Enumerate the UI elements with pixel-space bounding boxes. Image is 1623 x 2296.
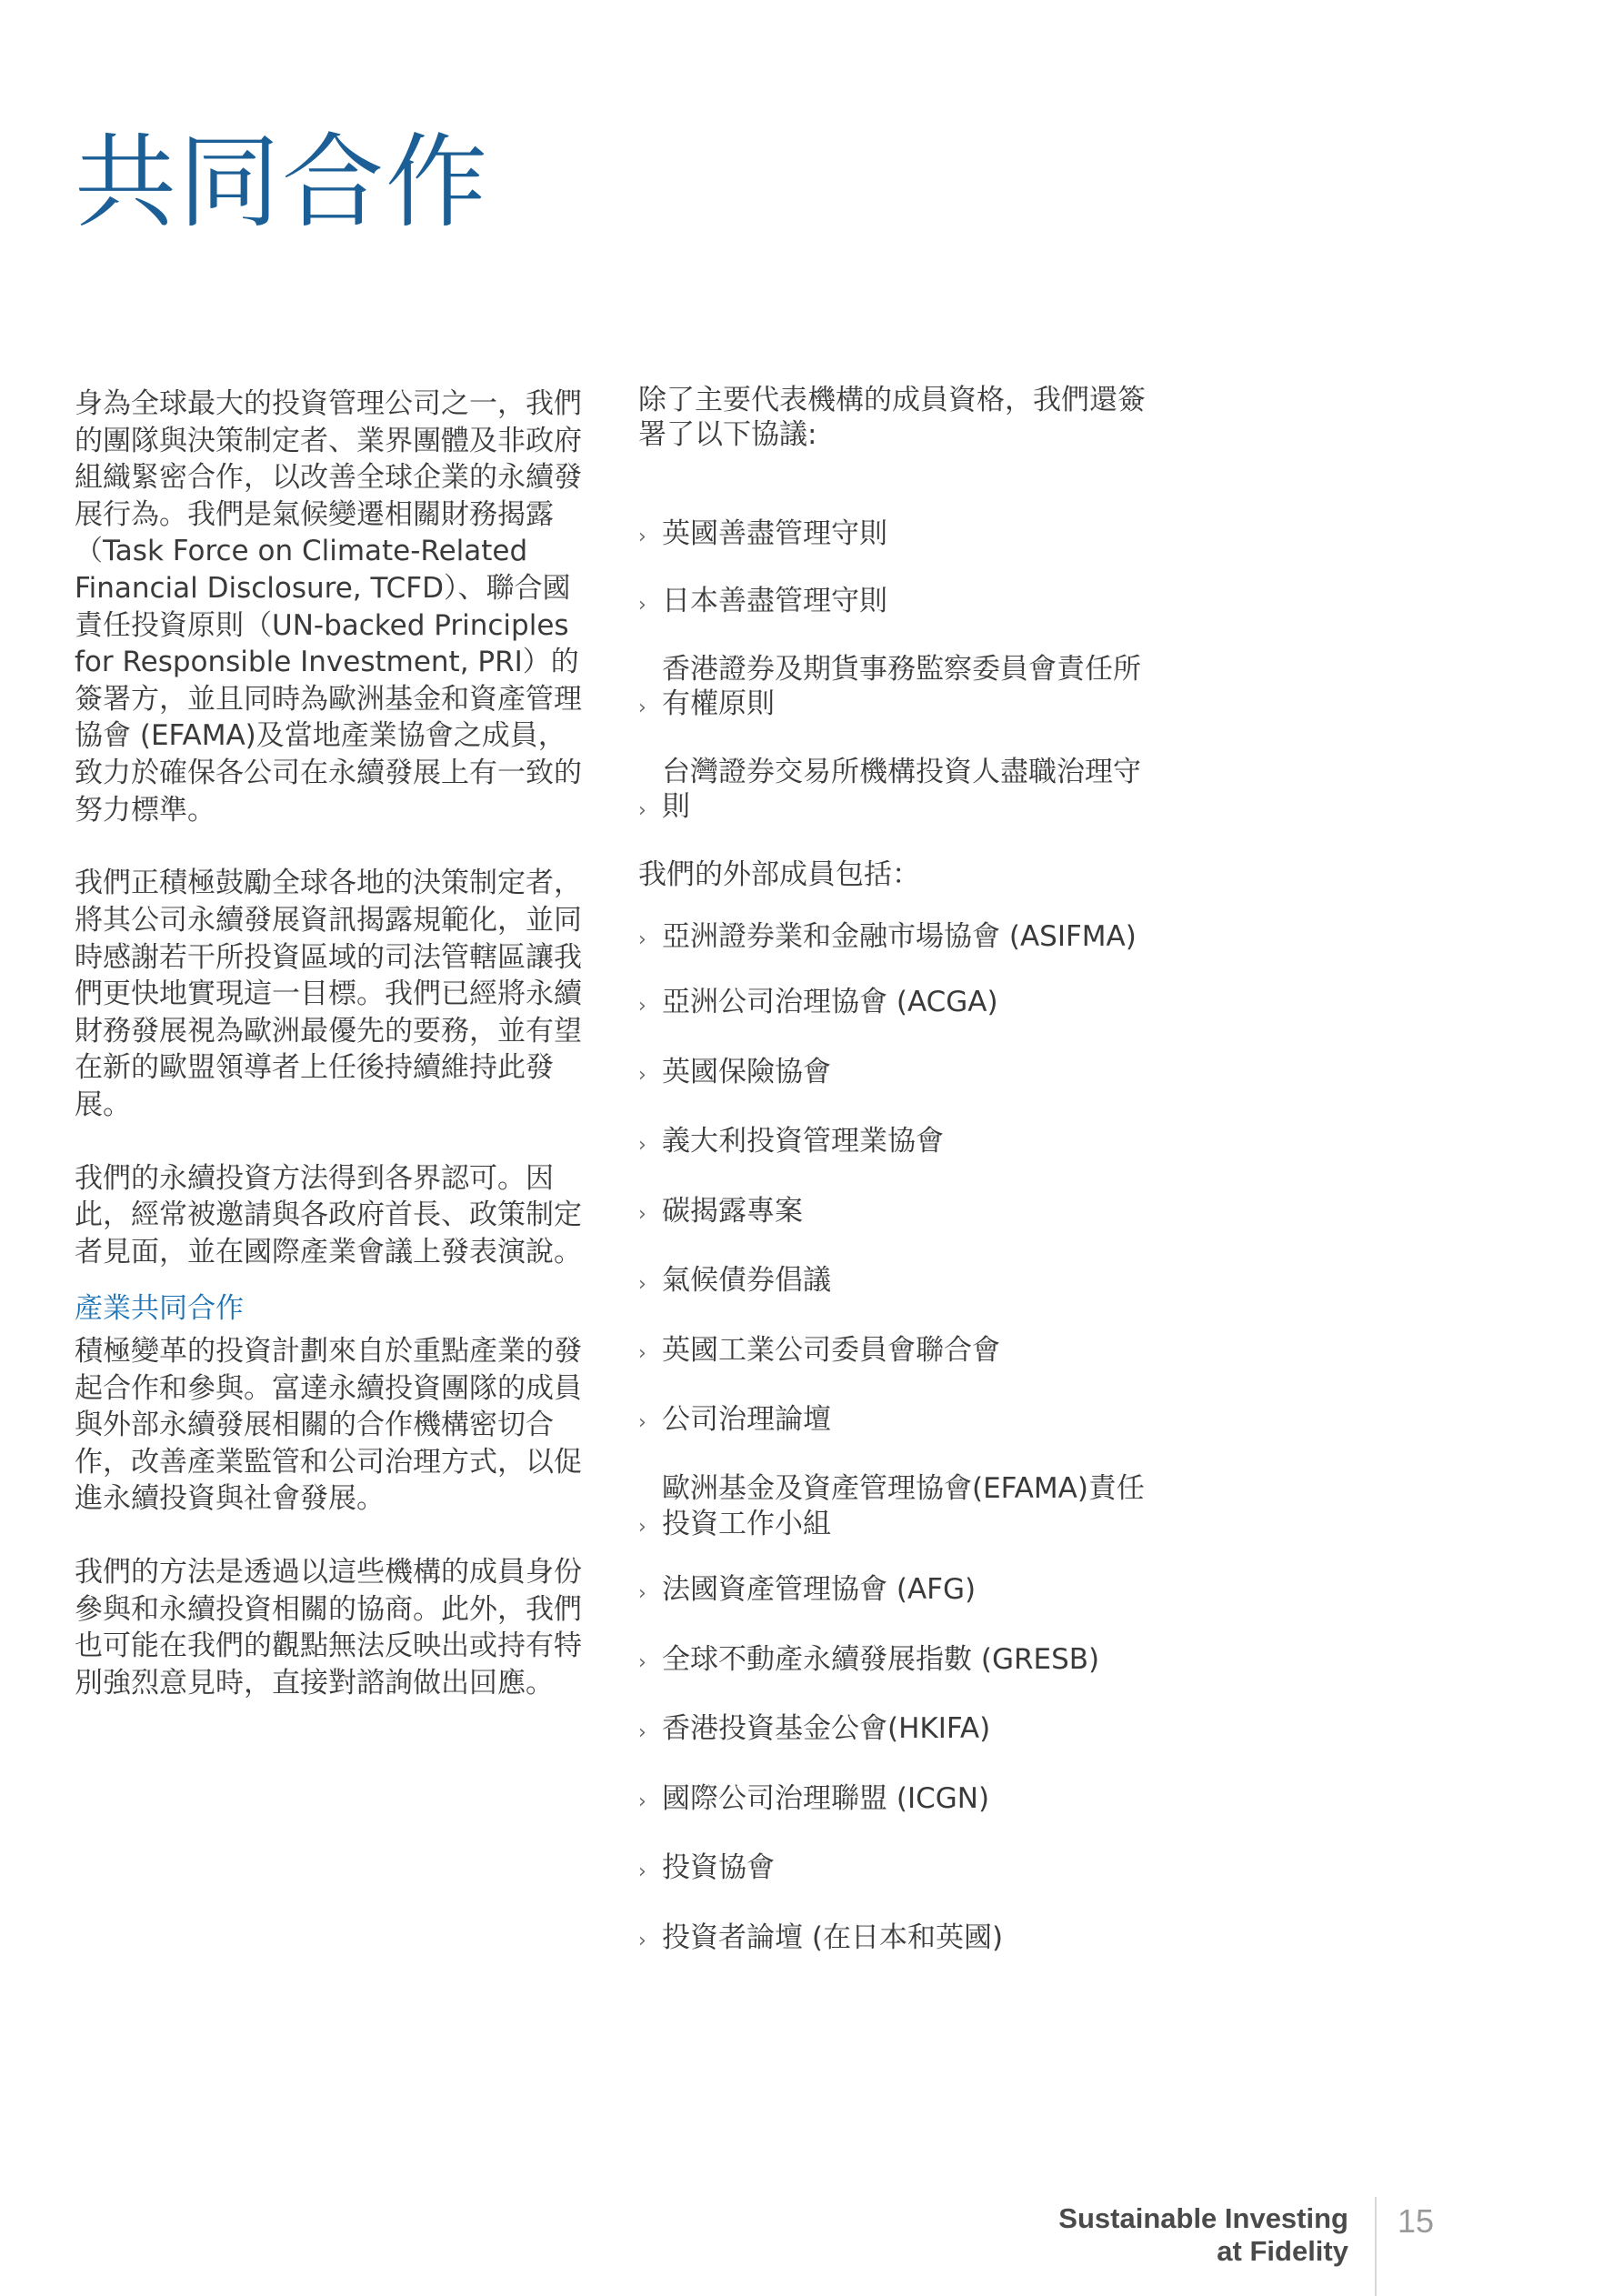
list-item: › 亞洲公司治理協會 (ACGA) bbox=[638, 986, 998, 1019]
section-heading-industry-collaboration: 產業共同合作 bbox=[75, 1292, 244, 1326]
chevron-right-icon: › bbox=[638, 1411, 646, 1435]
list-item: › 法國資產管理協會 (AFG) bbox=[638, 1573, 977, 1607]
chevron-right-icon: › bbox=[638, 1516, 646, 1539]
chevron-right-icon: › bbox=[638, 1860, 646, 1883]
list-item: › 香港投資基金公會(HKIFA) bbox=[638, 1712, 991, 1746]
list-item: › 投資者論壇 (在日本和英國) bbox=[638, 1920, 1004, 1954]
chevron-right-icon: › bbox=[638, 1929, 646, 1952]
agreements-intro: 除了主要代表機構的成員資格，我們還簽署了以下協議: bbox=[638, 384, 1146, 452]
list-item: › 氣候債券倡議 bbox=[638, 1264, 831, 1298]
list-item: › 全球不動產永續發展指數 (GRESB) bbox=[638, 1642, 1100, 1676]
list-item: › 義大利投資管理業協會 bbox=[638, 1125, 944, 1158]
chevron-right-icon: › bbox=[638, 1133, 646, 1157]
page-number: 15 bbox=[1398, 2202, 1435, 2240]
list-item: › 英國善盡管理守則 bbox=[638, 516, 887, 550]
chevron-right-icon: › bbox=[638, 1720, 646, 1744]
list-item: › 碳揭露專案 bbox=[638, 1194, 803, 1228]
members-heading: 我們的外部成員包括： bbox=[638, 857, 920, 891]
chevron-right-icon: › bbox=[638, 798, 646, 822]
recognition-paragraph: 我們的永續投資方法得到各界認可。因此，經常被邀請與各政府首長、政策制定者見面，並在國際產業會議上發表演說。 bbox=[75, 1161, 582, 1268]
list-item: › 日本善盡管理守則 bbox=[638, 585, 887, 618]
chevron-right-icon: › bbox=[638, 928, 646, 952]
footer-title-line2: at Fidelity bbox=[1217, 2234, 1348, 2267]
chevron-right-icon: › bbox=[638, 994, 646, 1018]
chevron-right-icon: › bbox=[638, 1272, 646, 1296]
approach-paragraph: 我們的方法是透過以這些機構的成員身份參與和永續投資相關的協商。此外，我們也可能在我們的觀點無法反映出或持有特別強烈意見時，直接對諮詢做出回應。 bbox=[75, 1556, 582, 1699]
list-item: › 英國保險協會 bbox=[638, 1055, 831, 1088]
chevron-right-icon: › bbox=[638, 593, 646, 617]
agreements-list bbox=[638, 516, 1147, 825]
list-item: › 香港證券及期貨事務監察委員會責任所有權原則 bbox=[638, 652, 1141, 721]
chevron-right-icon: › bbox=[638, 1581, 646, 1605]
members-list bbox=[638, 919, 1147, 1955]
left-column bbox=[75, 386, 587, 1739]
list-item: › 台灣證券交易所機構投資人盡職治理守則 bbox=[638, 755, 1141, 824]
chevron-right-icon: › bbox=[638, 1342, 646, 1365]
right-column bbox=[638, 383, 1147, 1990]
policy-paragraph: 我們正積極鼓勵全球各地的決策制定者，將其公司永續發展資訊揭露規範化，並同時感謝若干所投資區域的司法管轄區讓我們更快地實現這一目標。我們已經將永續財務發展視為歐洲最優先的要務，並有望在新的歐盟領導者上任後持續維持此發展。 bbox=[75, 867, 582, 1121]
list-item: › 公司治理論壇 bbox=[638, 1403, 831, 1436]
list-item: › 亞洲證券業和金融市場協會 (ASIFMA) bbox=[638, 919, 1137, 953]
chevron-right-icon: › bbox=[638, 1064, 646, 1088]
list-item: › 投資協會 bbox=[638, 1851, 775, 1885]
collaboration-paragraph: 積極變革的投資計劃來自於重點產業的發起合作和參與。富達永續投資團隊的成員與外部永續發展相關的合作機構密切合作，改善產業監管和公司治理方式，以促進永續投資與社會發展。 bbox=[75, 1335, 582, 1516]
footer-publication-title bbox=[1058, 2202, 1348, 2268]
list-item: › 國際公司治理聯盟 (ICGN) bbox=[638, 1781, 990, 1815]
chevron-right-icon: › bbox=[638, 526, 646, 549]
footer-title-line1: Sustainable Investing bbox=[1058, 2202, 1348, 2234]
list-item: › 英國工業公司委員會聯合會 bbox=[638, 1333, 1000, 1367]
footer-divider bbox=[1375, 2197, 1377, 2296]
chevron-right-icon: › bbox=[638, 696, 646, 719]
intro-paragraph: 身為全球最大的投資管理公司之一，我們的團隊與決策制定者、業界團體及非政府組織緊密合作，以改善全球企業的永續發展行為。我們是氣候變遷相關財務揭露（Task Force on Climate-Related Financial Disclosure, TCFD）、聯合國責任投資原則（UN-backed Principles for Responsible Investment, PRI）的簽署方，並且同時為歐洲基金和資產管理協會 (EFAMA)及當地產業協會之成員，致力於確保各公司在永續發展上有一致的努力標準。 bbox=[75, 387, 582, 827]
chevron-right-icon: › bbox=[638, 1651, 646, 1675]
list-item: › 歐洲基金及資產管理協會(EFAMA)責任投資工作小組 bbox=[638, 1472, 1145, 1540]
chevron-right-icon: › bbox=[638, 1203, 646, 1227]
page-title: 共同合作 bbox=[75, 124, 489, 242]
chevron-right-icon: › bbox=[638, 1790, 646, 1814]
